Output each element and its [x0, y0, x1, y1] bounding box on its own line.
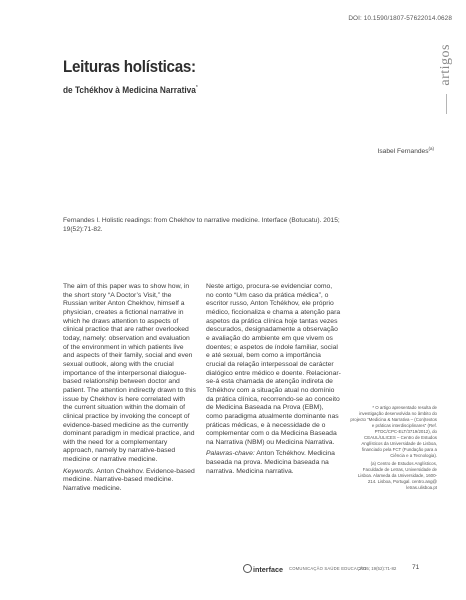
- keywords-english-label: Keywords.: [63, 467, 95, 475]
- keywords-portuguese-label: Palavras-chave:: [206, 450, 255, 458]
- abstract-portuguese-body: Neste artigo, procura-se evidenciar como, no conto “Um caso da prática médica”, o escritor russo, Anton Tchékhov, ele próprio médico, ficcionaliza e chama a atenção para aspetos da prática clínica hoje tantas vezes descurados, designadamente a observação e avaliação do ambiente em que vivem os doentes; e aspetos de índole familiar, social e até sexual, bem como a importância crucial da relação interpessoal de carácter dialógico entre médico e doente. Relacionar-se-á esta chamada de atenção indireta de Tchékhov com a situação atual no domínio da prática clínica, recorrendo-se ao conceito de Medicina Baseada na Prova (EBM), como paradigma atualmente dominante nas práticas médicas, e à necessidade de o complementar com o da Medicina Baseada na Narrativa (NBM) ou Medicina Narrativa.: [206, 283, 341, 446]
- journal-issue: 2015; 19(52):71-82: [359, 566, 397, 571]
- abstract-english: [63, 283, 196, 494]
- subtitle-text: de Tchékhov à Medicina Narrativa: [63, 85, 196, 95]
- footnotes: [350, 405, 437, 493]
- article-subtitle: [63, 85, 198, 95]
- section-divider: [446, 94, 447, 114]
- author-footnote-mark: (a): [428, 146, 434, 151]
- keywords-portuguese-list: Anton Tchékhov. Medicina baseada na prova. Medicina baseada na narrativa. Medicina narrativa.: [206, 450, 335, 475]
- page-number: 71: [412, 564, 420, 571]
- journal-tagline: COMUNICAÇÃO SAÚDE EDUCAÇÃO: [289, 566, 367, 571]
- article-title: Leituras holísticas:: [63, 58, 196, 76]
- footnote-project: * O artigo apresentado resulta de investigação desenvolvida no âmbito do projecto “Medicina & Narrativa – (Con)textos e práticas interdisciplinares” (Ref. PTDC/CPC-ELT/3719/2012), do CEAUL/ULICES – Centro de Estudos Anglísticos da Universidade de Lisboa, financiado pela FCT (Fundação para a Ciência e a Tecnologia).: [350, 405, 437, 458]
- footnote-affiliation: (a) Centro de Estudos Anglísticos, Faculdade de Letras, Universidade de Lisboa. Alameda da Universidade, 1600-214. Lisboa, Portugal. centro.ang@ letras.ulisboa.pt: [357, 461, 437, 490]
- abstract-portuguese: [206, 283, 341, 476]
- abstract-english-body: The aim of this paper was to show how, in the short story “A Doctor’s Visit,” the Russian writer Anton Chekhov, himself a physician, creates a fictional narrative in which he draws attention to aspects of clinical practice that are rather overlooked today, namely: observation and evaluation of the environment in which patients live and aspects of their family, social and even sexual outlook, along with the crucial importance of the interpersonal dialogue-based relationship between doctor and patient. The attention indirectly drawn to this issue by Chekhov is here correlated with the current situation within the domain of clinical practice by invoking the concept of evidence-based medicine as the currently dominant paradigm in medical practice, and with the need for a complementary approach, namely by narrative-based medicine or narrative medicine.: [63, 283, 196, 464]
- section-label: artigos: [438, 44, 453, 86]
- doi-line: DOI: 10.1590/1807-57622014.0628: [348, 15, 452, 22]
- interface-logo-icon: [243, 564, 252, 573]
- keywords-english: [63, 468, 196, 494]
- subtitle-footnote-mark: *: [195, 85, 198, 91]
- keywords-english-list: Anton Chekhov. Evidence-based medicine. Narrative-based medicine. Narrative medicine.: [63, 467, 195, 493]
- author-name: [378, 146, 434, 155]
- journal-logo-text: interface: [253, 565, 283, 574]
- author-text: Isabel Fernandes: [377, 148, 429, 156]
- keywords-portuguese: [206, 450, 341, 476]
- citation: Fernandes I. Holistic readings: from Chekhov to narrative medicine. Interface (Botucatu). 2015; 19(52):71-82.: [63, 217, 340, 233]
- journal-logo: [243, 564, 283, 574]
